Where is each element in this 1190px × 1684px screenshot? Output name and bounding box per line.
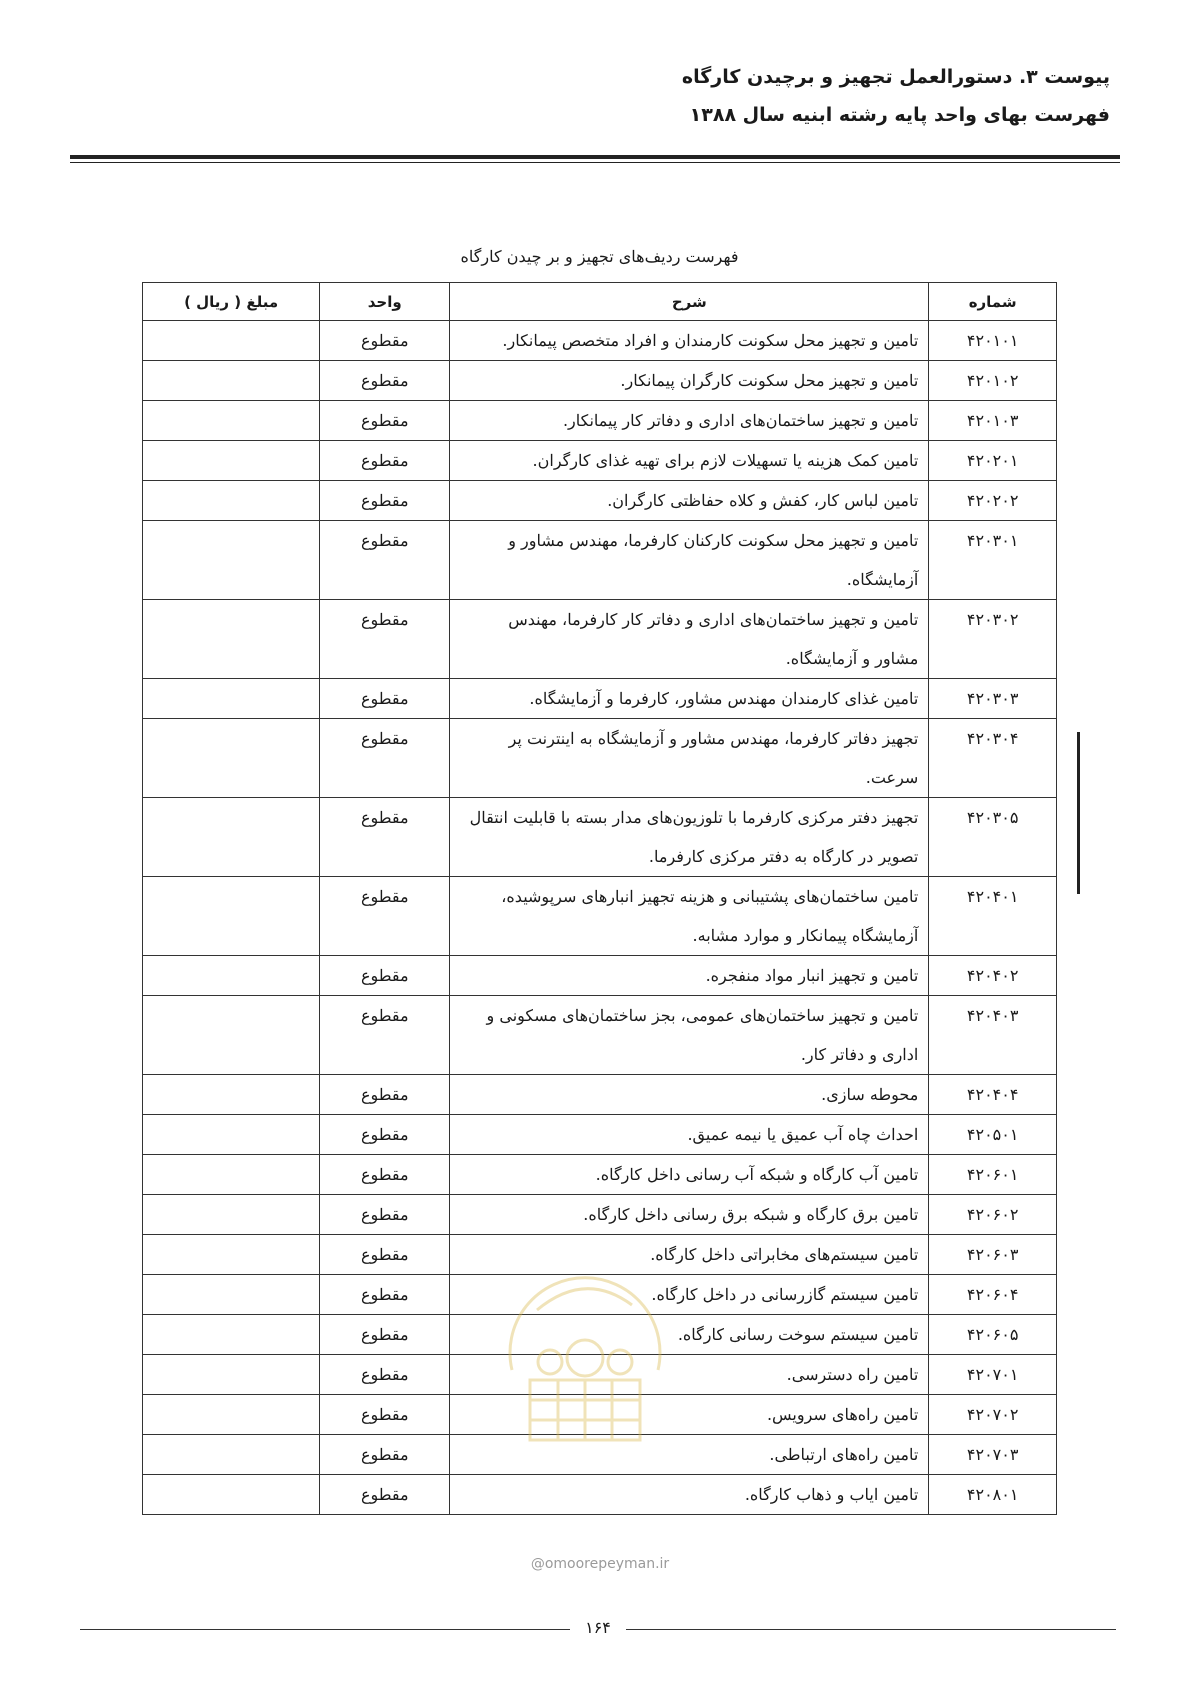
- item-amount: [143, 521, 320, 600]
- item-description: تامین و تجهیز محل سکونت کارگران پیمانکار.: [450, 361, 929, 401]
- item-description: تجهیز دفتر مرکزی کارفرما با تلوزیون‌های مدار بسته با قابلیت انتقال تصویر در کارگاه به دفتر مرکزی کارفرما.: [450, 798, 929, 877]
- item-unit: مقطوع: [320, 1115, 450, 1155]
- table-row: [143, 441, 1057, 481]
- table-row: [143, 798, 1057, 877]
- item-amount: [143, 1355, 320, 1395]
- table-row: [143, 719, 1057, 798]
- item-amount: [143, 1435, 320, 1475]
- item-number: ۴۲۰۳۰۴: [929, 719, 1057, 798]
- item-amount: [143, 956, 320, 996]
- item-description: تامین لباس کار، کفش و کلاه حفاظتی کارگران.: [450, 481, 929, 521]
- table-row: [143, 679, 1057, 719]
- item-number: ۴۲۰۴۰۴: [929, 1075, 1057, 1115]
- table-row: [143, 1475, 1057, 1515]
- column-header-unit: واحد: [320, 283, 450, 321]
- table-row: [143, 481, 1057, 521]
- item-number: ۴۲۰۴۰۳: [929, 996, 1057, 1075]
- item-description: تامین و تجهیز ساختمان‌های اداری و دفاتر کار پیمانکار.: [450, 401, 929, 441]
- item-unit: مقطوع: [320, 1435, 450, 1475]
- margin-mark: [1077, 732, 1080, 894]
- item-unit: مقطوع: [320, 1195, 450, 1235]
- item-number: ۴۲۰۳۰۵: [929, 798, 1057, 877]
- item-description: تامین و تجهیز محل سکونت کارمندان و افراد متخصص پیمانکار.: [450, 321, 929, 361]
- header-rule-thin: [70, 162, 1120, 163]
- item-number: ۴۲۰۱۰۱: [929, 321, 1057, 361]
- item-unit: مقطوع: [320, 877, 450, 956]
- item-amount: [143, 600, 320, 679]
- item-unit: مقطوع: [320, 600, 450, 679]
- item-unit: مقطوع: [320, 361, 450, 401]
- item-description: تجهیز دفاتر کارفرما، مهندس مشاور و آزمایشگاه به اینترنت پر سرعت.: [450, 719, 929, 798]
- item-unit: مقطوع: [320, 1355, 450, 1395]
- item-description: تامین غذای کارمندان مهندس مشاور، کارفرما و آزمایشگاه.: [450, 679, 929, 719]
- item-number: ۴۲۰۴۰۱: [929, 877, 1057, 956]
- item-description: تامین ایاب و ذهاب کارگاه.: [450, 1475, 929, 1515]
- header-rule-thick: [70, 155, 1120, 159]
- item-amount: [143, 481, 320, 521]
- item-unit: مقطوع: [320, 441, 450, 481]
- table-row: [143, 321, 1057, 361]
- table-row: [143, 1195, 1057, 1235]
- item-amount: [143, 361, 320, 401]
- item-unit: مقطوع: [320, 1155, 450, 1195]
- column-header-description: شرح: [450, 283, 929, 321]
- item-number: ۴۲۰۲۰۲: [929, 481, 1057, 521]
- seal-logo-icon: [492, 1250, 678, 1450]
- item-number: ۴۲۰۱۰۲: [929, 361, 1057, 401]
- item-number: ۴۲۰۶۰۲: [929, 1195, 1057, 1235]
- item-unit: مقطوع: [320, 1315, 450, 1355]
- item-number: ۴۲۰۳۰۲: [929, 600, 1057, 679]
- item-unit: مقطوع: [320, 996, 450, 1075]
- item-unit: مقطوع: [320, 401, 450, 441]
- item-description: تامین سیستم‌های مخابراتی داخل کارگاه.: [450, 1235, 929, 1275]
- item-description: تامین راه دسترسی.: [450, 1355, 929, 1395]
- item-description: تامین آب کارگاه و شبکه آب رسانی داخل کارگاه.: [450, 1155, 929, 1195]
- item-unit: مقطوع: [320, 1275, 450, 1315]
- item-number: ۴۲۰۳۰۳: [929, 679, 1057, 719]
- appendix-title: پیوست ۳. دستورالعمل تجهیز و برچیدن کارگاه: [681, 66, 1110, 88]
- item-amount: [143, 1475, 320, 1515]
- column-header-number: شماره: [929, 283, 1057, 321]
- item-description: محوطه سازی.: [450, 1075, 929, 1115]
- item-number: ۴۲۰۱۰۳: [929, 401, 1057, 441]
- item-unit: مقطوع: [320, 321, 450, 361]
- item-unit: مقطوع: [320, 1395, 450, 1435]
- item-amount: [143, 1075, 320, 1115]
- item-amount: [143, 1315, 320, 1355]
- item-amount: [143, 996, 320, 1075]
- item-amount: [143, 679, 320, 719]
- item-description: تامین راه‌های ارتباطی.: [450, 1435, 929, 1475]
- item-amount: [143, 1115, 320, 1155]
- item-amount: [143, 441, 320, 481]
- website-watermark: @omoorepeyman.ir: [530, 1556, 670, 1572]
- item-description: تامین سیستم سوخت رسانی کارگاه.: [450, 1315, 929, 1355]
- item-amount: [143, 401, 320, 441]
- item-unit: مقطوع: [320, 679, 450, 719]
- item-number: ۴۲۰۸۰۱: [929, 1475, 1057, 1515]
- item-description: تامین برق کارگاه و شبکه برق رسانی داخل کارگاه.: [450, 1195, 929, 1235]
- item-unit: مقطوع: [320, 1235, 450, 1275]
- item-description: احداث چاه آب عمیق یا نیمه عمیق.: [450, 1115, 929, 1155]
- item-number: ۴۲۰۲۰۱: [929, 441, 1057, 481]
- footer-rule-right: [626, 1629, 1116, 1630]
- price-list-title: فهرست بهای واحد پایه رشته ابنیه سال ۱۳۸۸: [689, 104, 1110, 126]
- item-amount: [143, 1395, 320, 1435]
- item-number: ۴۲۰۶۰۱: [929, 1155, 1057, 1195]
- item-description: تامین سیستم گازرسانی در داخل کارگاه.: [450, 1275, 929, 1315]
- table-row: [143, 521, 1057, 600]
- table-row: [143, 1155, 1057, 1195]
- table-row: [143, 956, 1057, 996]
- item-unit: مقطوع: [320, 719, 450, 798]
- item-amount: [143, 1275, 320, 1315]
- item-description: تامین و تجهیز ساختمان‌های عمومی، بجز ساختمان‌های مسکونی و اداری و دفاتر کار.: [450, 996, 929, 1075]
- item-description: تامین و تجهیز ساختمان‌های اداری و دفاتر کار کارفرما، مهندس مشاور و آزمایشگاه.: [450, 600, 929, 679]
- footer-rule-left: [80, 1629, 570, 1630]
- item-unit: مقطوع: [320, 481, 450, 521]
- item-unit: مقطوع: [320, 1075, 450, 1115]
- page-header: [210, 58, 1110, 134]
- page-number: ۱۶۴: [585, 1618, 611, 1637]
- table-row: [143, 1115, 1057, 1155]
- item-unit: مقطوع: [320, 1475, 450, 1515]
- item-description: تامین راه‌های سرویس.: [450, 1395, 929, 1435]
- watermark-seal: [492, 1250, 678, 1450]
- item-amount: [143, 1195, 320, 1235]
- item-description: تامین و تجهیز انبار مواد منفجره.: [450, 956, 929, 996]
- item-amount: [143, 1155, 320, 1195]
- item-description: تامین ساختمان‌های پشتیبانی و هزینه تجهیز انبارهای سرپوشیده، آزمایشگاه پیمانکار و موارد مشابه.: [450, 877, 929, 956]
- table-row: [143, 1075, 1057, 1115]
- item-description: تامین و تجهیز محل سکونت کارکنان کارفرما، مهندس مشاور و آزمایشگاه.: [450, 521, 929, 600]
- item-number: ۴۲۰۷۰۳: [929, 1435, 1057, 1475]
- table-row: [143, 877, 1057, 956]
- table-row: [143, 996, 1057, 1075]
- item-unit: مقطوع: [320, 521, 450, 600]
- item-amount: [143, 719, 320, 798]
- item-amount: [143, 877, 320, 956]
- table-row: [143, 401, 1057, 441]
- item-number: ۴۲۰۳۰۱: [929, 521, 1057, 600]
- item-amount: [143, 798, 320, 877]
- column-header-amount: مبلغ ( ریال ): [143, 283, 320, 321]
- item-unit: مقطوع: [320, 956, 450, 996]
- item-number: ۴۲۰۷۰۱: [929, 1355, 1057, 1395]
- item-number: ۴۲۰۶۰۴: [929, 1275, 1057, 1315]
- item-description: تامین کمک هزینه یا تسهیلات لازم برای تهیه غذای کارگران.: [450, 441, 929, 481]
- table-row: [143, 361, 1057, 401]
- item-number: ۴۲۰۶۰۳: [929, 1235, 1057, 1275]
- item-number: ۴۲۰۴۰۲: [929, 956, 1057, 996]
- table-caption: فهرست ردیف‌های تجهیز و بر چیدن کارگاه: [460, 247, 739, 266]
- item-amount: [143, 321, 320, 361]
- item-amount: [143, 1235, 320, 1275]
- table-header-row: [143, 283, 1057, 321]
- table-row: [143, 600, 1057, 679]
- item-number: ۴۲۰۷۰۲: [929, 1395, 1057, 1435]
- item-number: ۴۲۰۵۰۱: [929, 1115, 1057, 1155]
- item-unit: مقطوع: [320, 798, 450, 877]
- item-number: ۴۲۰۶۰۵: [929, 1315, 1057, 1355]
